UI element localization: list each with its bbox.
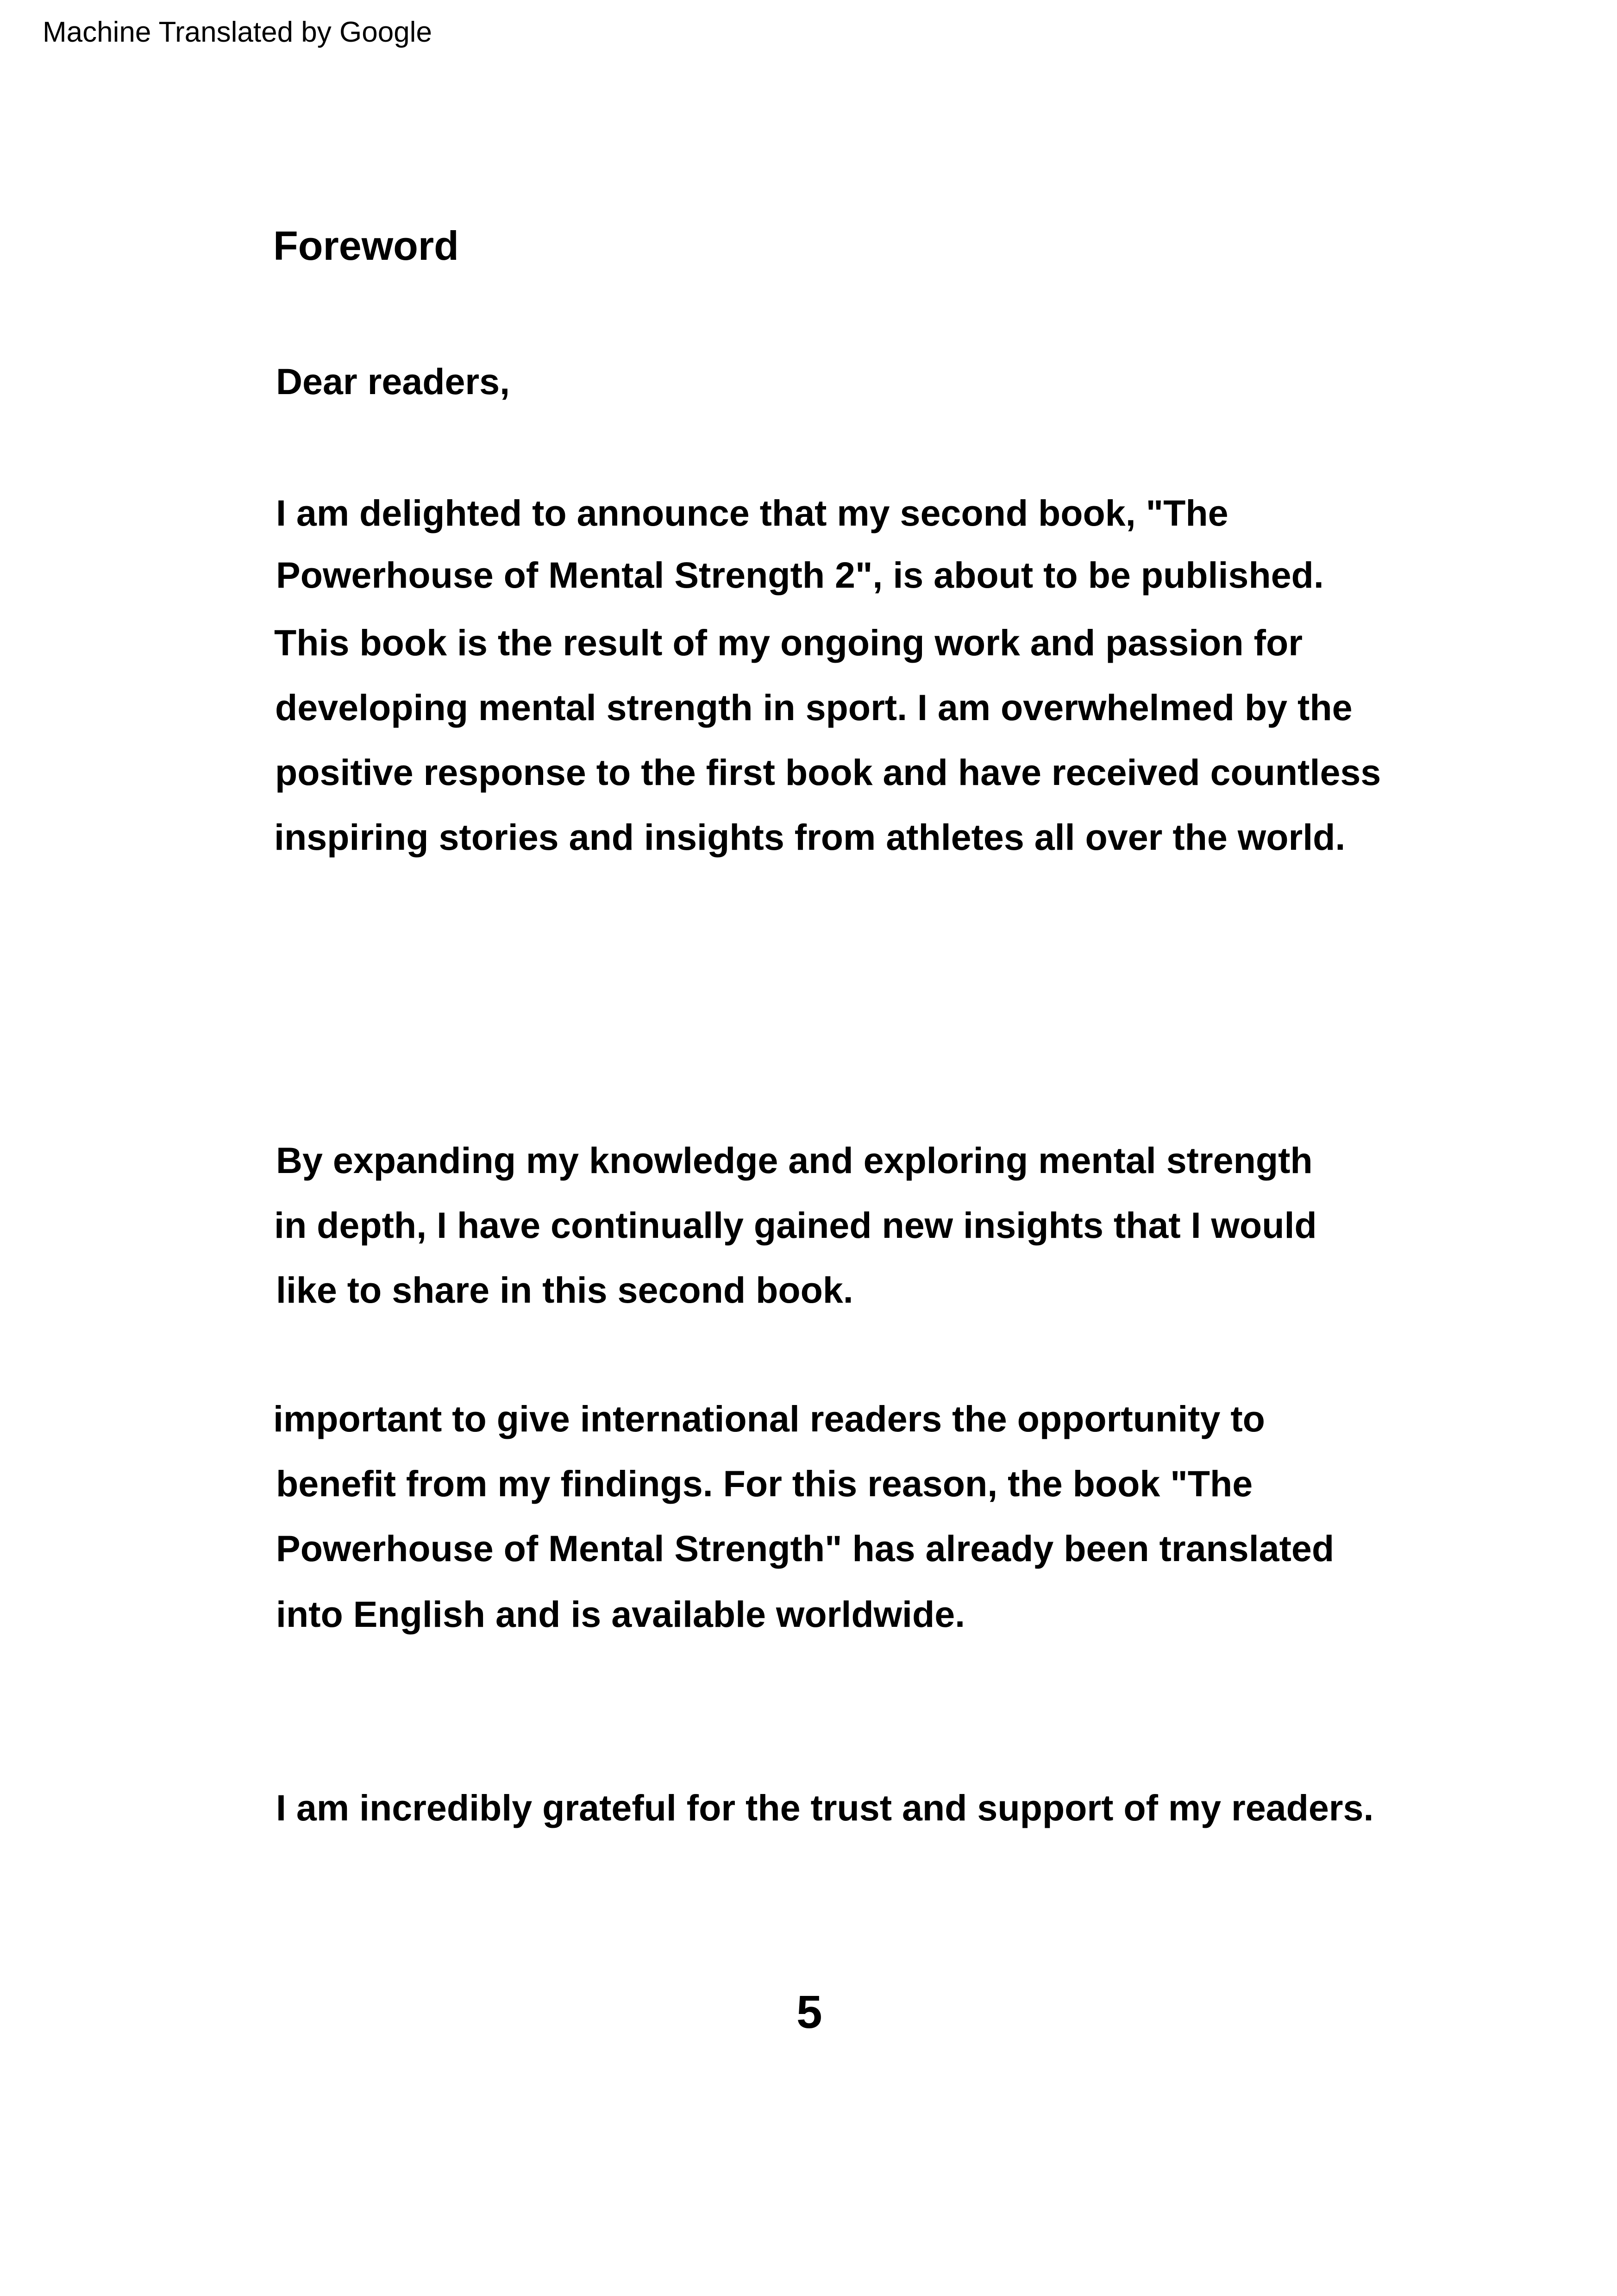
text-line: like to share in this second book. (276, 1269, 853, 1311)
closing-line: I am incredibly grateful for the trust and support of my readers. (276, 1787, 1374, 1828)
text-line: inspiring stories and insights from athletes all over the world. (274, 816, 1346, 858)
salutation: Dear readers, (276, 361, 510, 402)
text-line: benefit from my findings. For this reason, the book "The (276, 1463, 1253, 1504)
text-line: in depth, I have continually gained new insights that I would (274, 1204, 1317, 1246)
text-line: I am delighted to announce that my second book, "The (276, 492, 1228, 533)
text-line: developing mental strength in sport. I am overwhelmed by the (275, 687, 1353, 728)
machine-translation-banner: Machine Translated by Google (43, 16, 432, 48)
text-line: By expanding my knowledge and exploring mental strength (276, 1140, 1313, 1181)
text-line: into English and is available worldwide. (276, 1593, 965, 1635)
text-line: positive response to the first book and have received countless (275, 752, 1381, 793)
page-number: 5 (796, 1986, 822, 2038)
text-line: Powerhouse of Mental Strength 2", is about to be published. (276, 554, 1324, 596)
page-title: Foreword (273, 223, 459, 269)
text-line: Powerhouse of Mental Strength" has already been translated (276, 1528, 1335, 1569)
text-line: This book is the result of my ongoing work and passion for (274, 622, 1303, 663)
text-line: important to give international readers the opportunity to (273, 1398, 1265, 1439)
